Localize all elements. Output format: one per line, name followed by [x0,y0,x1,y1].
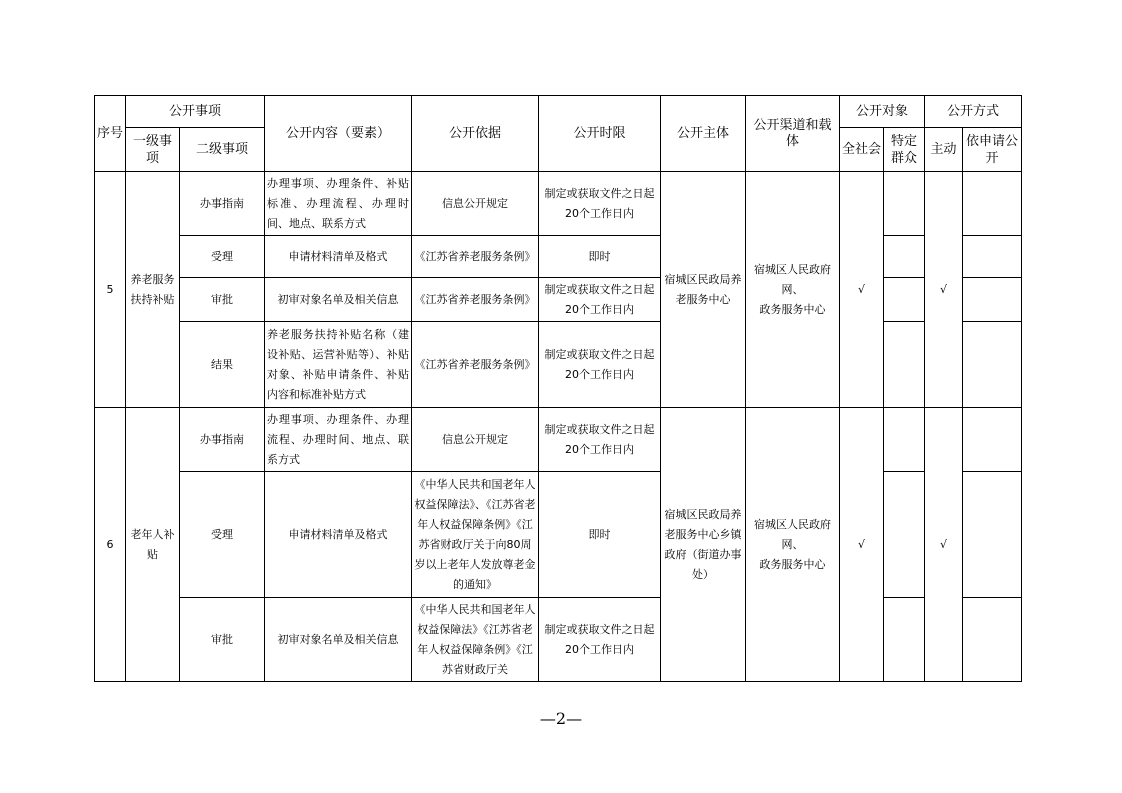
group-channel: 宿城区人民政府网、 政务服务中心 [746,408,840,682]
row-time: 即时 [539,236,661,278]
group-subject: 宿城区民政局养老服务中心 [661,172,746,408]
header-mode-request: 依申请公开 [963,128,1022,172]
target-specific-cell [884,408,925,472]
row-level2: 办事指南 [180,172,265,236]
table-row [95,172,1022,236]
mode-request-cell [963,598,1022,682]
row-time: 制定或获取文件之日起20个工作日内 [539,598,661,682]
header-target-group: 公开对象 [840,96,925,128]
header-seq: 序号 [95,96,126,172]
header-subject: 公开主体 [661,96,746,172]
row-level2: 办事指南 [180,408,265,472]
row-content: 申请材料清单及格式 [265,236,412,278]
group-seq: 6 [95,408,126,682]
row-basis: 《江苏省养老服务条例》 [412,236,539,278]
row-basis: 《中华人民共和国老年人权益保障法》、《江苏省老年人权益保障条例》《江苏省财政厅关于向80周岁以上老年人发放尊老金的通知》 [412,472,539,598]
row-content: 申请材料清单及格式 [265,472,412,598]
mode-request-cell [963,322,1022,408]
mode-request-cell [963,278,1022,322]
row-basis: 《江苏省养老服务条例》 [412,278,539,322]
group-subject: 宿城区民政局养老服务中心乡镇政府（街道办事处） [661,408,746,682]
group-mode-active: √ [925,408,963,682]
target-specific-cell [884,236,925,278]
row-content: 初审对象名单及相关信息 [265,278,412,322]
group-channel: 宿城区人民政府网、 政务服务中心 [746,172,840,408]
row-content: 办理事项、办理条件、补贴标准、办理流程、办理时间、地点、联系方式 [265,172,412,236]
row-level2: 结果 [180,322,265,408]
row-level2: 受理 [180,236,265,278]
header-mode-active: 主动 [925,128,963,172]
target-specific-cell [884,172,925,236]
row-time: 制定或获取文件之日起20个工作日内 [539,172,661,236]
mode-request-cell [963,236,1022,278]
row-basis: 信息公开规定 [412,408,539,472]
target-specific-cell [884,598,925,682]
header-level1: 一级事项 [126,128,180,172]
table-row [95,408,1022,472]
group-level1: 老年人补贴 [126,408,180,682]
row-time: 制定或获取文件之日起20个工作日内 [539,278,661,322]
header-channel: 公开渠道和载体 [746,96,840,172]
page-number: —2— [539,709,583,728]
row-level2: 审批 [180,278,265,322]
header-time-limit: 公开时限 [539,96,661,172]
row-time: 制定或获取文件之日起20个工作日内 [539,408,661,472]
header-target-specific: 特定群众 [884,128,925,172]
header-basis: 公开依据 [412,96,539,172]
group-seq: 5 [95,172,126,408]
header-target-all: 全社会 [840,128,884,172]
group-target-all: √ [840,172,884,408]
mode-request-cell [963,408,1022,472]
row-basis: 《中华人民共和国老年人权益保障法》《江苏省老年人权益保障条例》《江苏省财政厅关 [412,598,539,682]
row-basis: 《江苏省养老服务条例》 [412,322,539,408]
target-specific-cell [884,322,925,408]
row-time: 制定或获取文件之日起20个工作日内 [539,322,661,408]
row-content: 养老服务扶持补贴名称（建设补贴、运营补贴等）、补贴对象、补贴申请条件、补贴内容和标准补贴方式 [265,322,412,408]
mode-request-cell [963,172,1022,236]
header-item-group: 公开事项 [126,96,265,128]
group-mode-active: √ [925,172,963,408]
group-target-all: √ [840,408,884,682]
row-basis: 信息公开规定 [412,172,539,236]
group-level1: 养老服务扶持补贴 [126,172,180,408]
row-level2: 受理 [180,472,265,598]
disclosure-table [94,95,1022,682]
mode-request-cell [963,472,1022,598]
header-level2: 二级事项 [180,128,265,172]
header-mode-group: 公开方式 [925,96,1022,128]
row-content: 办理事项、办理条件、办理流程、办理时间、地点、联系方式 [265,408,412,472]
row-level2: 审批 [180,598,265,682]
header-content: 公开内容（要素） [265,96,412,172]
row-time: 即时 [539,472,661,598]
target-specific-cell [884,472,925,598]
target-specific-cell [884,278,925,322]
row-content: 初审对象名单及相关信息 [265,598,412,682]
